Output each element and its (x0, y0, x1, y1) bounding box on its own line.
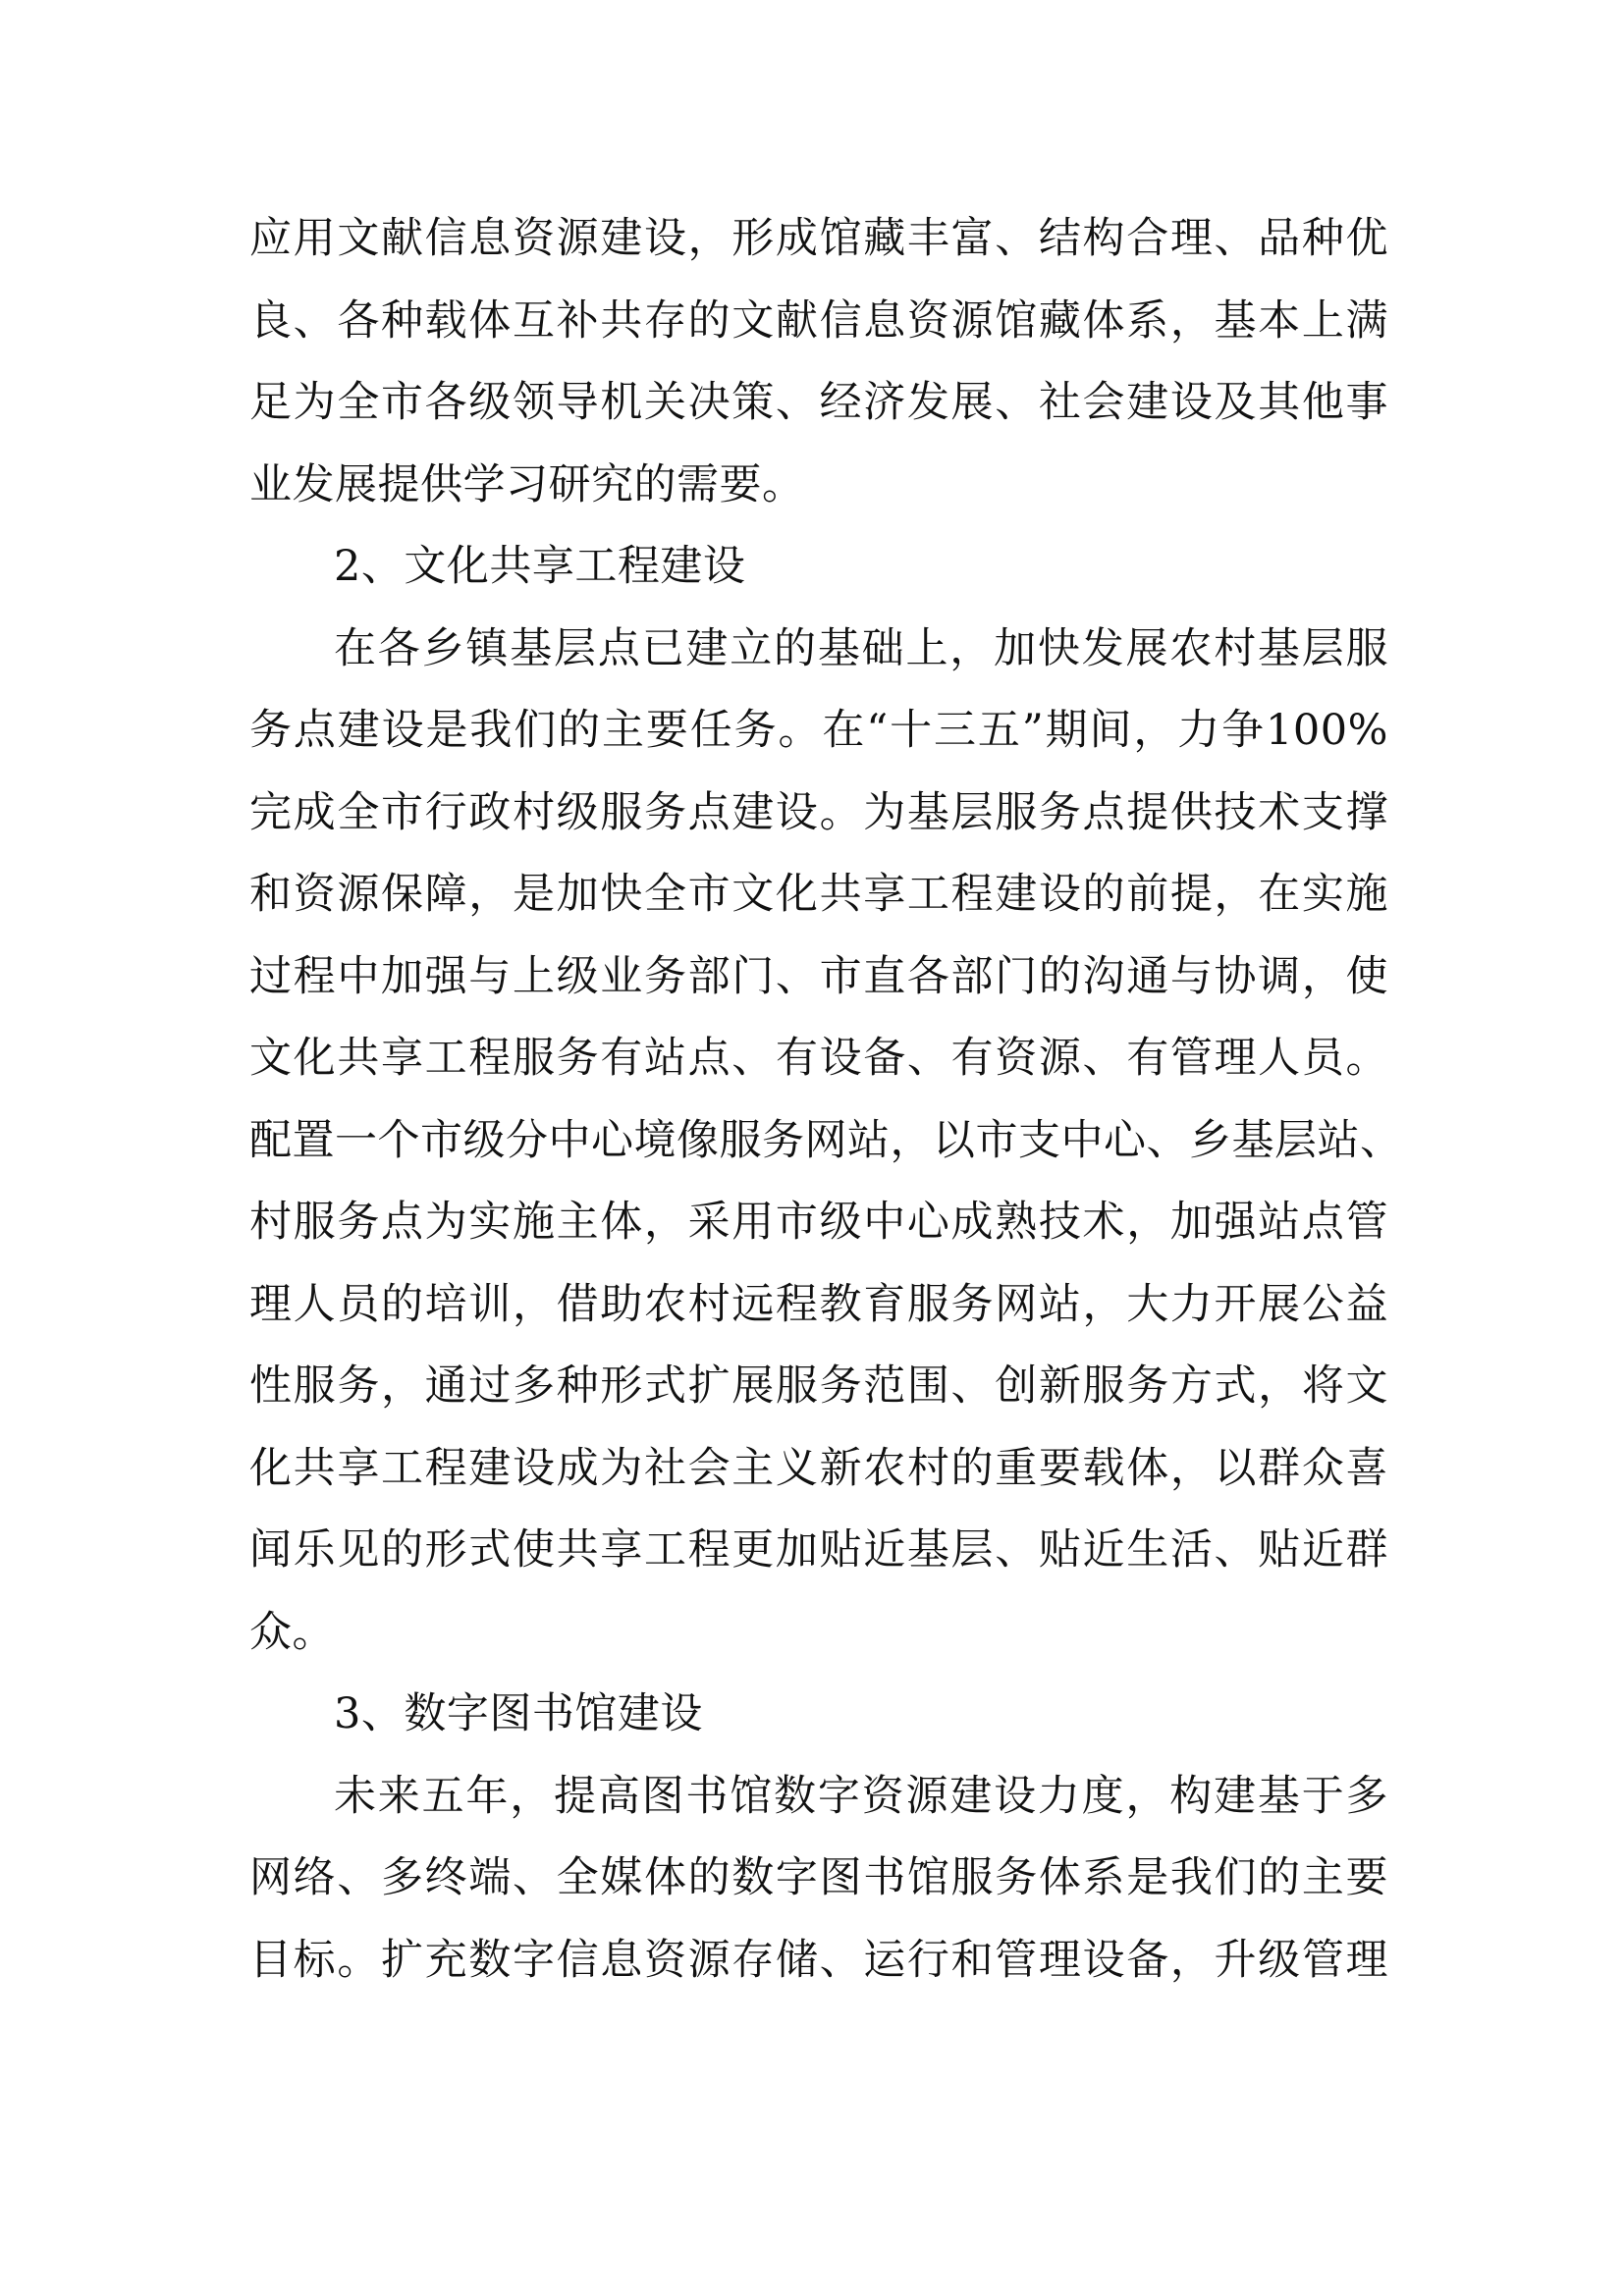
body-line: 完成全市行政村级服务点建设。为基层服务点提供技术支撑 (249, 787, 1388, 837)
body-line: 过程中加强与上级业务部门、市直各部门的沟通与协调，使 (249, 951, 1388, 1001)
body-line: 化共享工程建设成为社会主义新农村的重要载体，以群众喜 (249, 1443, 1388, 1493)
body-line: 应用文献信息资源建设，形成馆藏丰富、结构合理、品种优 (249, 214, 1388, 263)
body-line: 足为全市各级领导机关决策、经济发展、社会建设及其他事 (249, 378, 1388, 427)
body-line: 村服务点为实施主体，采用市级中心成熟技术，加强站点管 (249, 1198, 1388, 1247)
body-line: 良、各种载体互补共存的文献信息资源馆藏体系，基本上满 (249, 295, 1388, 346)
body-line: 闻乐见的形式使共享工程更加贴近基层、贴近生活、贴近群 (249, 1525, 1388, 1575)
body-line: 理人员的培训，借助农村远程教育服务网站，大力开展公益 (249, 1279, 1388, 1329)
body-line: 业发展提供学习研究的需要。 (249, 459, 805, 509)
body-line: 和资源保障，是加快全市文化共享工程建设的前提，在实施 (249, 870, 1388, 919)
body-line: 配置一个市级分中心境像服务网站，以市支中心、乡基层站、 (249, 1115, 1403, 1165)
body-line: 在各乡镇基层点已建立的基础上，加快发展农村基层服 (334, 623, 1388, 673)
body-line: 未来五年，提高图书馆数字资源建设力度，构建基于多 (334, 1771, 1388, 1821)
body-line: 众。 (249, 1607, 335, 1657)
body-line: 目标。扩充数字信息资源存储、运行和管理设备，升级管理 (249, 1935, 1388, 1985)
document-body (249, 208, 1403, 2011)
body-line: 性服务，通过多种形式扩展服务范围、创新服务方式，将文 (249, 1362, 1388, 1411)
body-line: 务点建设是我们的主要任务。在“十三五”期间，力争100% (249, 706, 1388, 755)
section-heading: 3、数字图书馆建设 (334, 1689, 703, 1738)
body-line: 文化共享工程服务有站点、有设备、有资源、有管理人员。 (249, 1034, 1388, 1083)
section-heading: 2、文化共享工程建设 (334, 542, 746, 591)
body-line: 网络、多终端、全媒体的数字图书馆服务体系是我们的主要 (249, 1853, 1388, 1902)
